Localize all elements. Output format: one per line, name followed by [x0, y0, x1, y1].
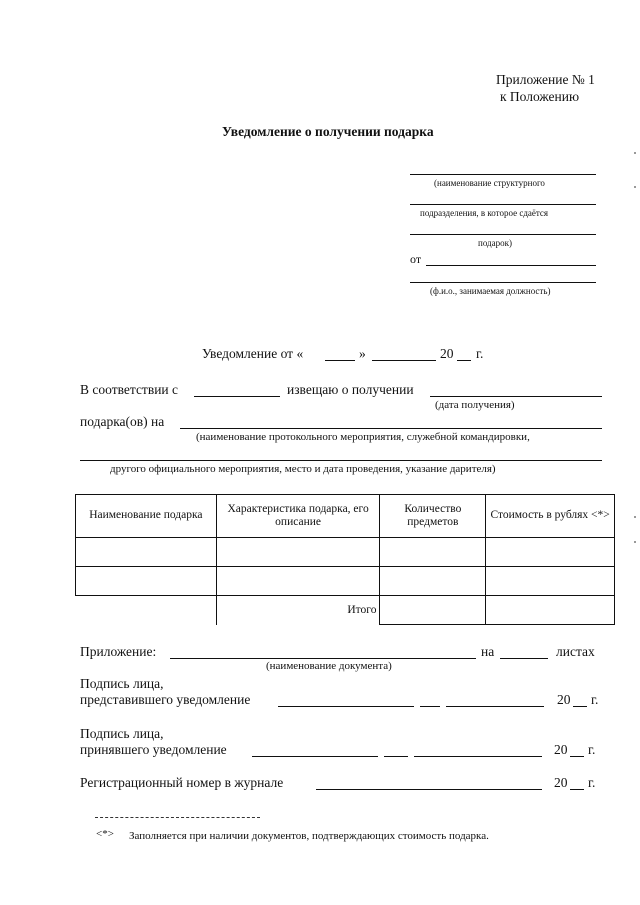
structural-unit-field-line-3[interactable]: [410, 234, 596, 235]
registration-year-suffix: г.: [588, 775, 596, 790]
structural-unit-field-line-2[interactable]: [410, 204, 596, 205]
notice-quote-close: »: [359, 346, 366, 361]
submitter-date-day-field[interactable]: [420, 706, 440, 707]
receiver-label-2: принявшего уведомление: [80, 742, 227, 757]
footnote-divider: [95, 817, 260, 818]
column-header-cost: Стоимость в рублях <*>: [486, 495, 615, 538]
appendix-line-1: Приложение № 1: [496, 72, 595, 87]
quantity-cell[interactable]: [380, 538, 486, 567]
structural-unit-hint-1: (наименование структурного: [434, 178, 545, 188]
attachments-sheets-label: листах: [556, 644, 595, 659]
submitter-year-field[interactable]: [573, 706, 587, 707]
scan-speck: [634, 516, 636, 518]
submitter-label-2: представившего уведомление: [80, 692, 251, 707]
registration-label: Регистрационный номер в журнале: [80, 775, 284, 790]
notice-year-field[interactable]: [457, 360, 471, 361]
notice-month-field[interactable]: [372, 360, 436, 361]
body-line1-middle: извещаю о получении: [287, 382, 414, 397]
notice-year-suffix: г.: [476, 346, 484, 361]
structural-unit-field-line-1[interactable]: [410, 174, 596, 175]
event-field-line-1[interactable]: [180, 428, 602, 429]
receiver-year-prefix: 20: [554, 742, 568, 757]
column-header-quantity: Количество предметов: [380, 495, 486, 538]
page-title: Уведомление о получении подарка: [222, 124, 434, 139]
footnote-text: Заполняется при наличии документов, подтверждающих стоимость подарка.: [129, 830, 489, 842]
receiver-date-day-field[interactable]: [384, 756, 408, 757]
structural-unit-hint-3: подарок): [478, 238, 513, 248]
cost-cell[interactable]: [486, 567, 615, 596]
total-row: [76, 596, 615, 625]
from-label: от: [410, 252, 422, 266]
attachment-doc-field[interactable]: [170, 658, 476, 659]
scan-speck: [634, 152, 636, 154]
cost-cell[interactable]: [486, 538, 615, 567]
appendix-line-2: к Положению: [500, 89, 580, 104]
registration-number-field[interactable]: [316, 789, 542, 790]
structural-unit-hint-2: подразделения, в которое сдаётся: [420, 208, 549, 218]
receiver-label-1: Подпись лица,: [80, 726, 164, 741]
submitter-label-1: Подпись лица,: [80, 676, 164, 691]
basis-field[interactable]: [194, 396, 280, 397]
event-hint-2: другого официального мероприятия, место и дата проведения, указание дарителя): [110, 463, 496, 475]
submitter-year-prefix: 20: [557, 692, 571, 707]
submitter-year-suffix: г.: [591, 692, 599, 707]
attachment-doc-hint: (наименование документа): [266, 660, 392, 672]
total-cost-cell[interactable]: [486, 596, 615, 625]
event-hint-1: (наименование протокольного мероприятия, служебной командировки,: [196, 431, 530, 443]
scan-speck: [634, 541, 636, 543]
column-header-gift-name: Наименование подарка: [76, 495, 217, 538]
table-header-row: [76, 495, 615, 538]
receipt-date-hint: (дата получения): [435, 399, 515, 411]
gift-table: [75, 494, 615, 625]
total-label: Итого: [216, 596, 380, 625]
description-cell[interactable]: [216, 567, 380, 596]
sheet-count-field[interactable]: [500, 658, 548, 659]
from-name-field[interactable]: [426, 265, 596, 266]
notice-day-field[interactable]: [325, 360, 355, 361]
attachments-label: Приложение:: [80, 644, 157, 659]
receiver-year-suffix: г.: [588, 742, 596, 757]
footnote-mark: <*>: [96, 828, 114, 840]
submitter-date-month-field[interactable]: [446, 706, 544, 707]
receiver-year-field[interactable]: [570, 756, 584, 757]
position-field[interactable]: [410, 282, 596, 283]
table-row: [76, 538, 615, 567]
gift-name-cell[interactable]: [76, 567, 217, 596]
body-line1-prefix: В соответствии с: [80, 382, 179, 397]
position-hint: (ф.и.о., занимаемая должность): [430, 286, 551, 296]
notice-date-prefix: Уведомление от «: [202, 346, 304, 361]
notice-year-prefix: 20: [440, 346, 454, 361]
attachments-on-label: на: [481, 644, 495, 659]
column-header-description: Характеристика подарка, его описание: [216, 495, 380, 538]
receiver-signature-field[interactable]: [252, 756, 378, 757]
receiver-date-month-field[interactable]: [414, 756, 542, 757]
total-blank-cell: [76, 596, 217, 625]
total-quantity-cell[interactable]: [380, 596, 486, 625]
scan-speck: [634, 186, 636, 188]
gift-name-cell[interactable]: [76, 538, 217, 567]
event-field-line-2[interactable]: [80, 460, 602, 461]
table-row: [76, 567, 615, 596]
description-cell[interactable]: [216, 538, 380, 567]
quantity-cell[interactable]: [380, 567, 486, 596]
registration-year-prefix: 20: [554, 775, 568, 790]
registration-year-field[interactable]: [570, 789, 584, 790]
receipt-date-field[interactable]: [430, 396, 602, 397]
body-line2-prefix: подарка(ов) на: [80, 414, 165, 429]
submitter-signature-field[interactable]: [278, 706, 414, 707]
